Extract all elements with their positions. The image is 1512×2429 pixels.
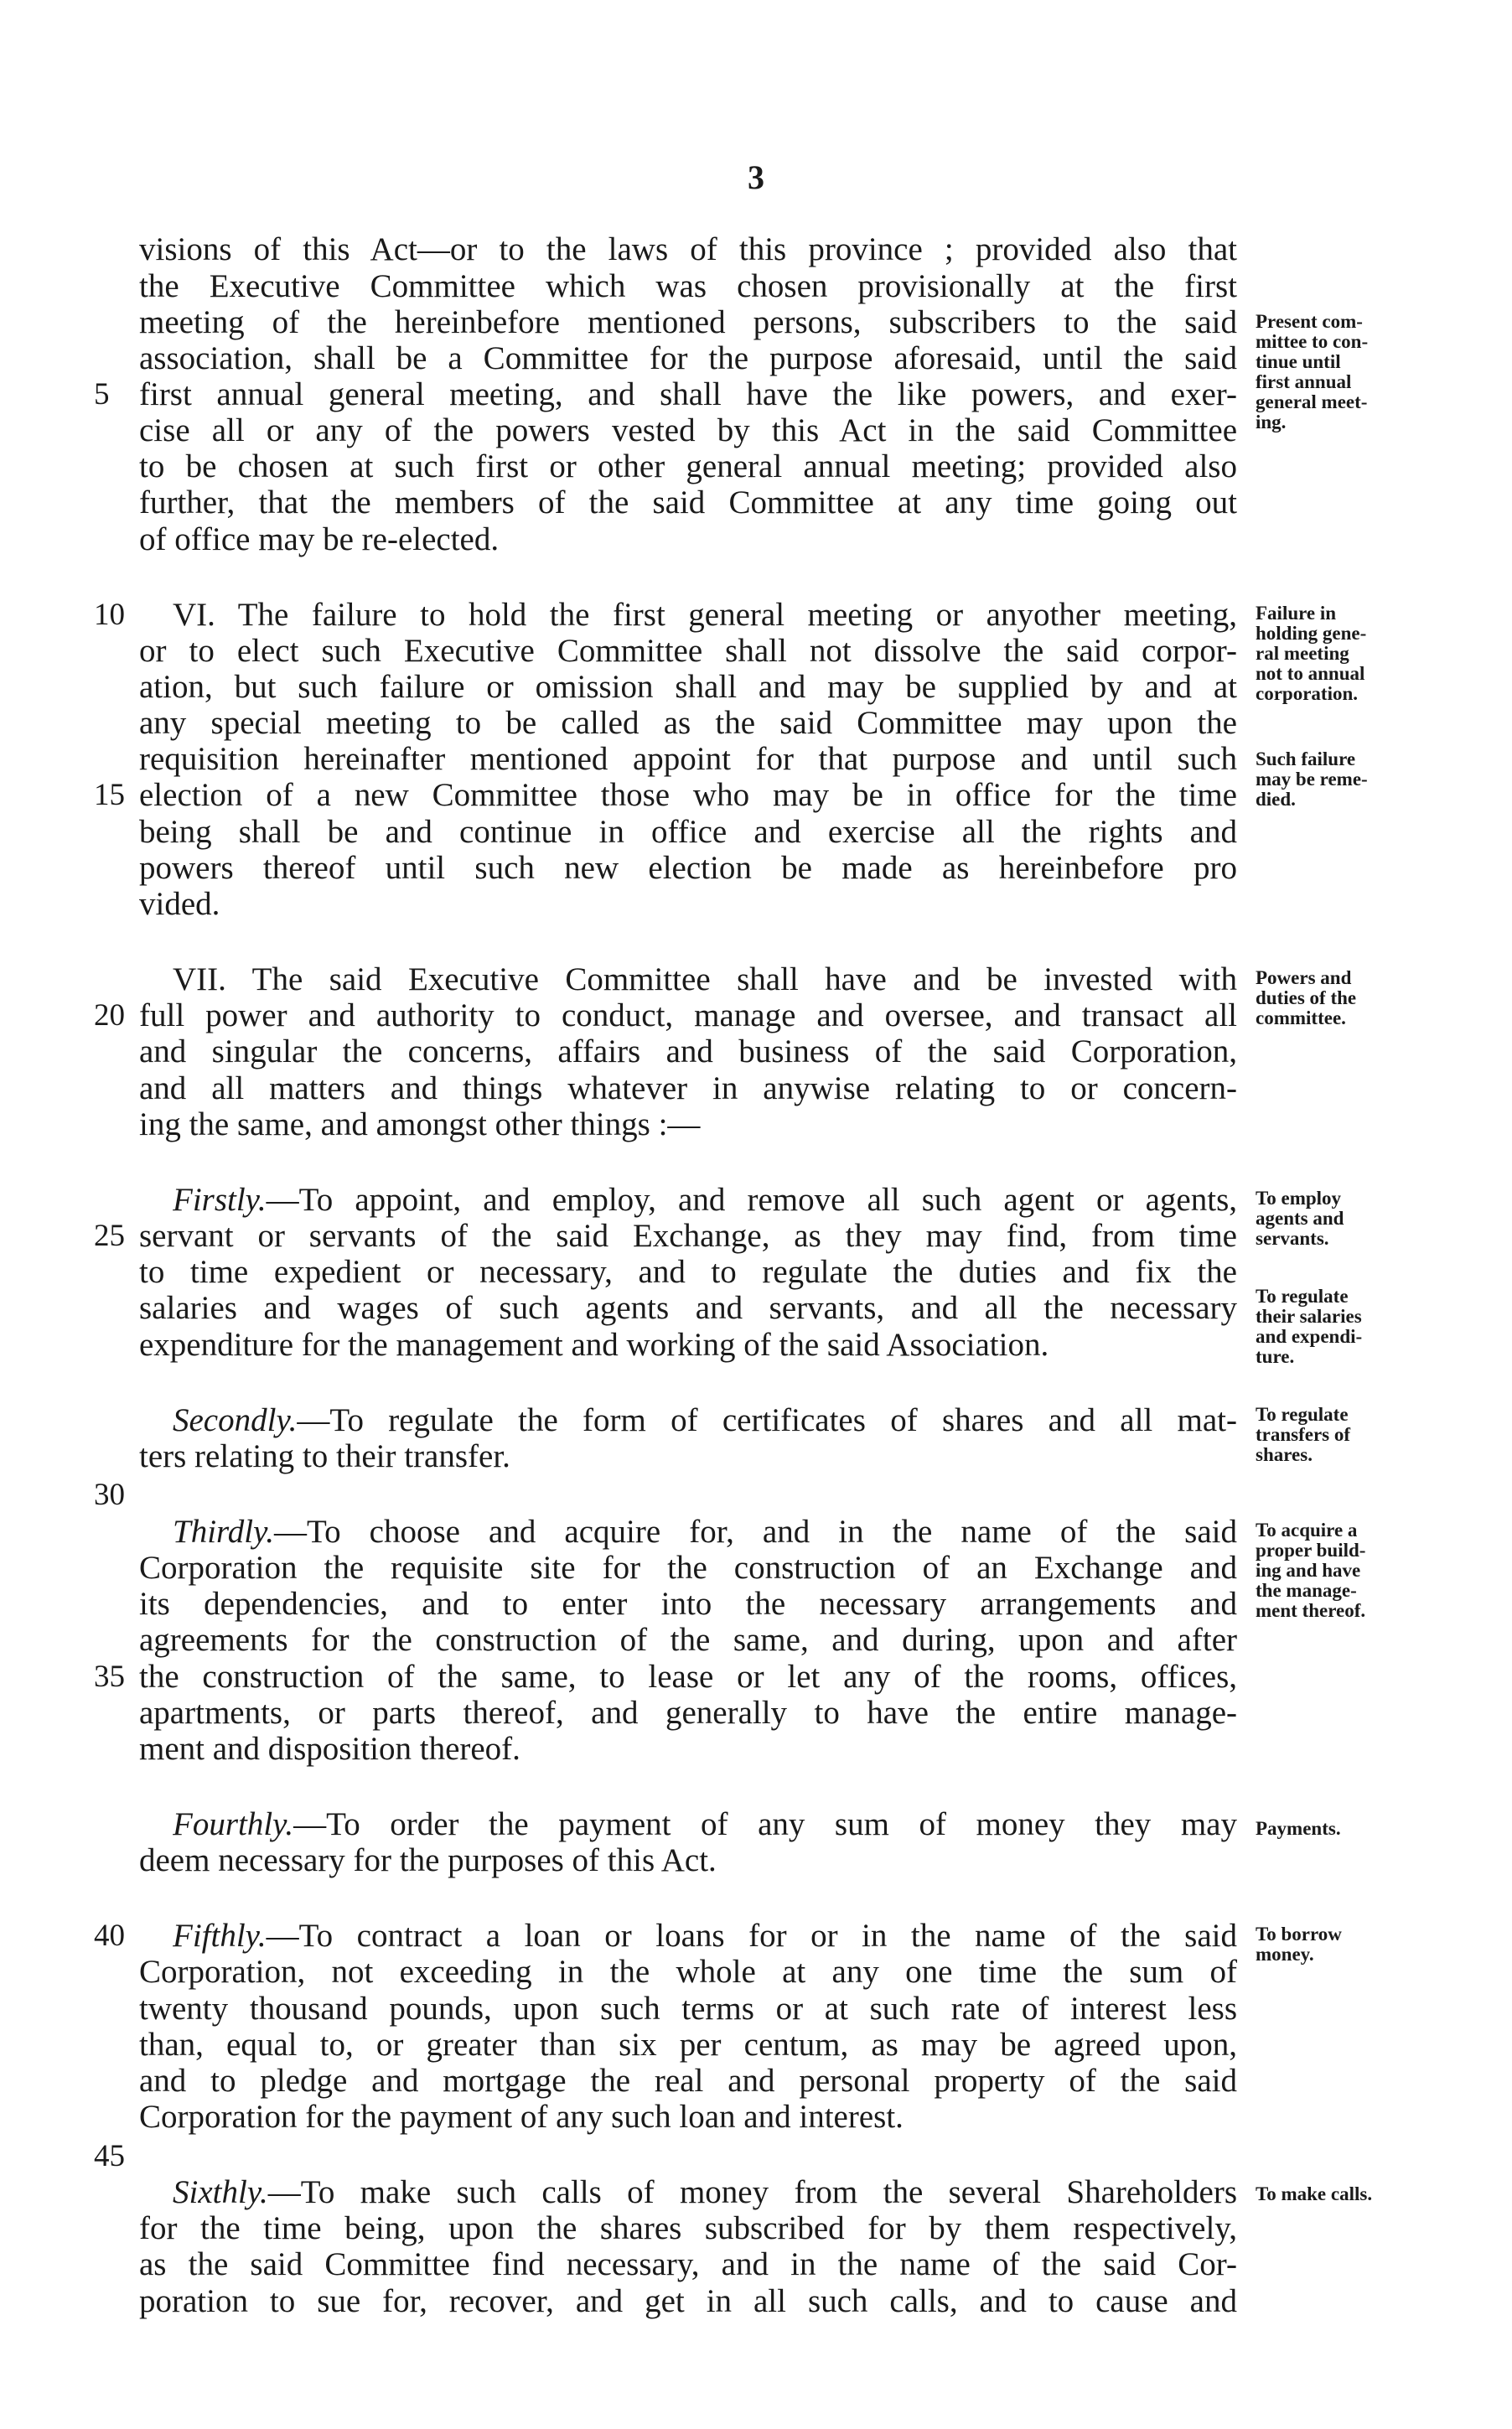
text-line: apartments, or parts thereof, and generally to have the entire manage- (139, 1695, 1237, 1731)
margin-note (1256, 1819, 1432, 1839)
margin-note (1256, 312, 1432, 432)
text-line: expenditure for the management and working of the said Association. (139, 1327, 1049, 1363)
margin-note-line: died. (1256, 789, 1296, 810)
margin-note-line: not to annual (1256, 663, 1365, 684)
line-number: 10 (94, 598, 125, 632)
margin-note-line: corporation. (1256, 683, 1359, 704)
margin-note-line: To employ (1256, 1188, 1342, 1209)
margin-note-line: ral meeting (1256, 643, 1349, 664)
margin-note-line: ment thereof. (1256, 1600, 1366, 1621)
clause-line (173, 1182, 1237, 1219)
margin-note-line: committee. (1256, 1007, 1346, 1028)
text-line: cise all or any of the powers vested by this Act in the said Committee (139, 412, 1237, 448)
text-line: and to pledge and mortgage the real and personal property of the said (139, 2063, 1237, 2099)
margin-note-line: Failure in (1256, 603, 1337, 624)
clause-line (173, 1402, 1237, 1439)
clause-line (173, 1918, 1237, 1955)
text-line: Corporation, not exceeding in the whole at any one time the sum of (139, 1954, 1237, 1990)
margin-note-line: tinue until (1256, 351, 1341, 372)
margin-note-line: agents and (1256, 1208, 1344, 1229)
clause-heading: Secondly. (173, 1402, 298, 1438)
text-line: or to elect such Executive Committee shall not dissolve the said corpor- (139, 633, 1237, 669)
margin-note-line: To make calls. (1256, 2183, 1373, 2204)
margin-note-line: duties of the (1256, 987, 1357, 1008)
text-line: of office may be re-elected. (139, 521, 500, 557)
text-line: powers thereof until such new election be made as hereinbefore pro (139, 850, 1237, 886)
clause-text: —To appoint, and employ, and remove all such agent or agents, (266, 1182, 1237, 1218)
text-line: being shall be and continue in office and exercise all the rights and (139, 814, 1237, 850)
margin-note-line: Payments. (1256, 1818, 1341, 1839)
text-line: vided. (139, 886, 220, 922)
clause-line (173, 1806, 1237, 1843)
text-line: ters relating to their transfer. (139, 1438, 510, 1474)
text-line: association, shall be a Committee for the purpose aforesaid, until the said (139, 340, 1237, 376)
text-line: servant or servants of the said Exchange, as they may find, from time (139, 1218, 1237, 1254)
margin-note (1256, 2184, 1432, 2204)
text-line: to be chosen at such first or other general annual meeting; provided also (139, 448, 1237, 484)
text-line: twenty thousand pounds, upon such terms or at such rate of interest less (139, 1991, 1237, 2027)
clause-heading: Fourthly. (173, 1806, 294, 1842)
text-line: further, that the members of the said Committee at any time going out (139, 484, 1237, 520)
margin-note (1256, 1405, 1432, 1465)
clause-text: —To choose and acquire for, and in the name of the said (274, 1514, 1237, 1550)
margin-note-line: mittee to con- (1256, 331, 1369, 352)
margin-note-line: To borrow (1256, 1924, 1342, 1945)
line-number: 40 (94, 1919, 125, 1953)
margin-note-line: holding gene- (1256, 623, 1367, 644)
line-number: 45 (94, 2139, 125, 2173)
margin-note-line: To regulate (1256, 1286, 1349, 1307)
margin-note-line: transfers of (1256, 1424, 1351, 1445)
clause-heading: Thirdly. (173, 1514, 274, 1550)
line-number: 25 (94, 1219, 125, 1253)
text-line: ment and disposition thereof. (139, 1731, 520, 1767)
clause-line (173, 2174, 1237, 2211)
margin-note-line: servants. (1256, 1228, 1329, 1249)
line-number: 20 (94, 998, 125, 1033)
margin-note-line: the manage- (1256, 1580, 1357, 1601)
line-number: 5 (94, 377, 110, 412)
text-line: ation, but such failure or omission shall and may be supplied by and at (139, 669, 1237, 705)
text-line: its dependencies, and to enter into the necessary arrangements and (139, 1586, 1237, 1622)
margin-note-line: first annual (1256, 371, 1352, 392)
clause-text: —To order the payment of any sum of money they may (293, 1806, 1237, 1842)
text-line: Corporation the requisite site for the construction of an Exchange and (139, 1550, 1237, 1586)
text-line: and all matters and things whatever in anywise relating to or concern- (139, 1070, 1237, 1106)
margin-note-line: To acquire a (1256, 1520, 1358, 1541)
text-line: full power and authority to conduct, manage and oversee, and transact all (139, 997, 1237, 1033)
text-line: first annual general meeting, and shall have the like powers, and exer- (139, 376, 1237, 412)
text-line: as the said Committee find necessary, and in the name of the said Cor- (139, 2246, 1237, 2282)
line-number: 15 (94, 778, 125, 812)
clause-heading: Sixthly. (173, 2174, 268, 2210)
clause-text: —To regulate the form of certificates of shares and all mat- (297, 1402, 1237, 1438)
clause-text: —To make such calls of money from the several Shareholders (267, 2174, 1237, 2210)
margin-note-line: ture. (1256, 1346, 1295, 1367)
margin-note (1256, 968, 1432, 1028)
clause-line (173, 1514, 1237, 1551)
margin-note-line: money. (1256, 1944, 1314, 1965)
clause-heading: Fifthly. (173, 1918, 267, 1954)
page-number: 3 (748, 158, 764, 196)
margin-note (1256, 1924, 1432, 1965)
margin-note (1256, 1189, 1432, 1249)
margin-note (1256, 603, 1432, 704)
margin-note-line: ing and have (1256, 1560, 1361, 1581)
margin-note-line: may be reme- (1256, 769, 1368, 790)
text-line: to time expedient or necessary, and to regulate the duties and fix the (139, 1254, 1237, 1290)
margin-note-line: general meet- (1256, 391, 1368, 412)
text-line: election of a new Committee those who may be in office for the time (139, 777, 1237, 813)
text-line: poration to sue for, recover, and get in all such calls, and to cause and (139, 2283, 1237, 2319)
margin-note-line: and expendi- (1256, 1326, 1363, 1347)
margin-note-line: Such failure (1256, 748, 1356, 769)
text-line: the construction of the same, to lease or let any of the rooms, offices, (139, 1659, 1237, 1695)
text-line: than, equal to, or greater than six per centum, as may be agreed upon, (139, 2027, 1237, 2063)
text-line: agreements for the construction of the same, and during, upon and after (139, 1622, 1237, 1658)
text-line: deem necessary for the purposes of this Act. (139, 1842, 717, 1878)
section-heading-line: VII. The said Executive Committee shall have and be invested with (173, 961, 1237, 997)
text-line: meeting of the hereinbefore mentioned persons, subscribers to the said (139, 304, 1237, 340)
text-line: ing the same, and amongst other things :— (139, 1106, 701, 1142)
margin-note-line: Present com- (1256, 311, 1363, 332)
margin-note-line: shares. (1256, 1444, 1313, 1465)
margin-note (1256, 1520, 1432, 1621)
margin-note-line: ing. (1256, 412, 1287, 432)
margin-note-line: To regulate (1256, 1404, 1349, 1425)
line-number: 35 (94, 1660, 125, 1694)
margin-note (1256, 749, 1432, 810)
margin-note-line: Powers and (1256, 967, 1352, 988)
clause-heading: Firstly. (173, 1182, 267, 1218)
text-line: salaries and wages of such agents and servants, and all the necessary (139, 1290, 1237, 1326)
text-line: Corporation for the payment of any such loan and interest. (139, 2099, 904, 2135)
text-line: and singular the concerns, affairs and business of the said Corporation, (139, 1033, 1237, 1069)
clause-text: —To contract a loan or loans for or in the name of the said (266, 1918, 1237, 1954)
text-line: visions of this Act—or to the laws of this province ; provided also that (139, 231, 1237, 267)
line-number: 30 (94, 1478, 125, 1512)
margin-note (1256, 1287, 1432, 1367)
text-line: for the time being, upon the shares subscribed for by them respectively, (139, 2210, 1237, 2246)
margin-note-line: proper build- (1256, 1540, 1366, 1561)
margin-note-line: their salaries (1256, 1306, 1362, 1327)
section-heading-line: VI. The failure to hold the first general meeting or anyother meeting, (173, 597, 1237, 633)
text-line: any special meeting to be called as the said Committee may upon the (139, 705, 1237, 741)
text-line: requisition hereinafter mentioned appoint for that purpose and until such (139, 741, 1237, 777)
text-line: the Executive Committee which was chosen provisionally at the first (139, 268, 1237, 304)
